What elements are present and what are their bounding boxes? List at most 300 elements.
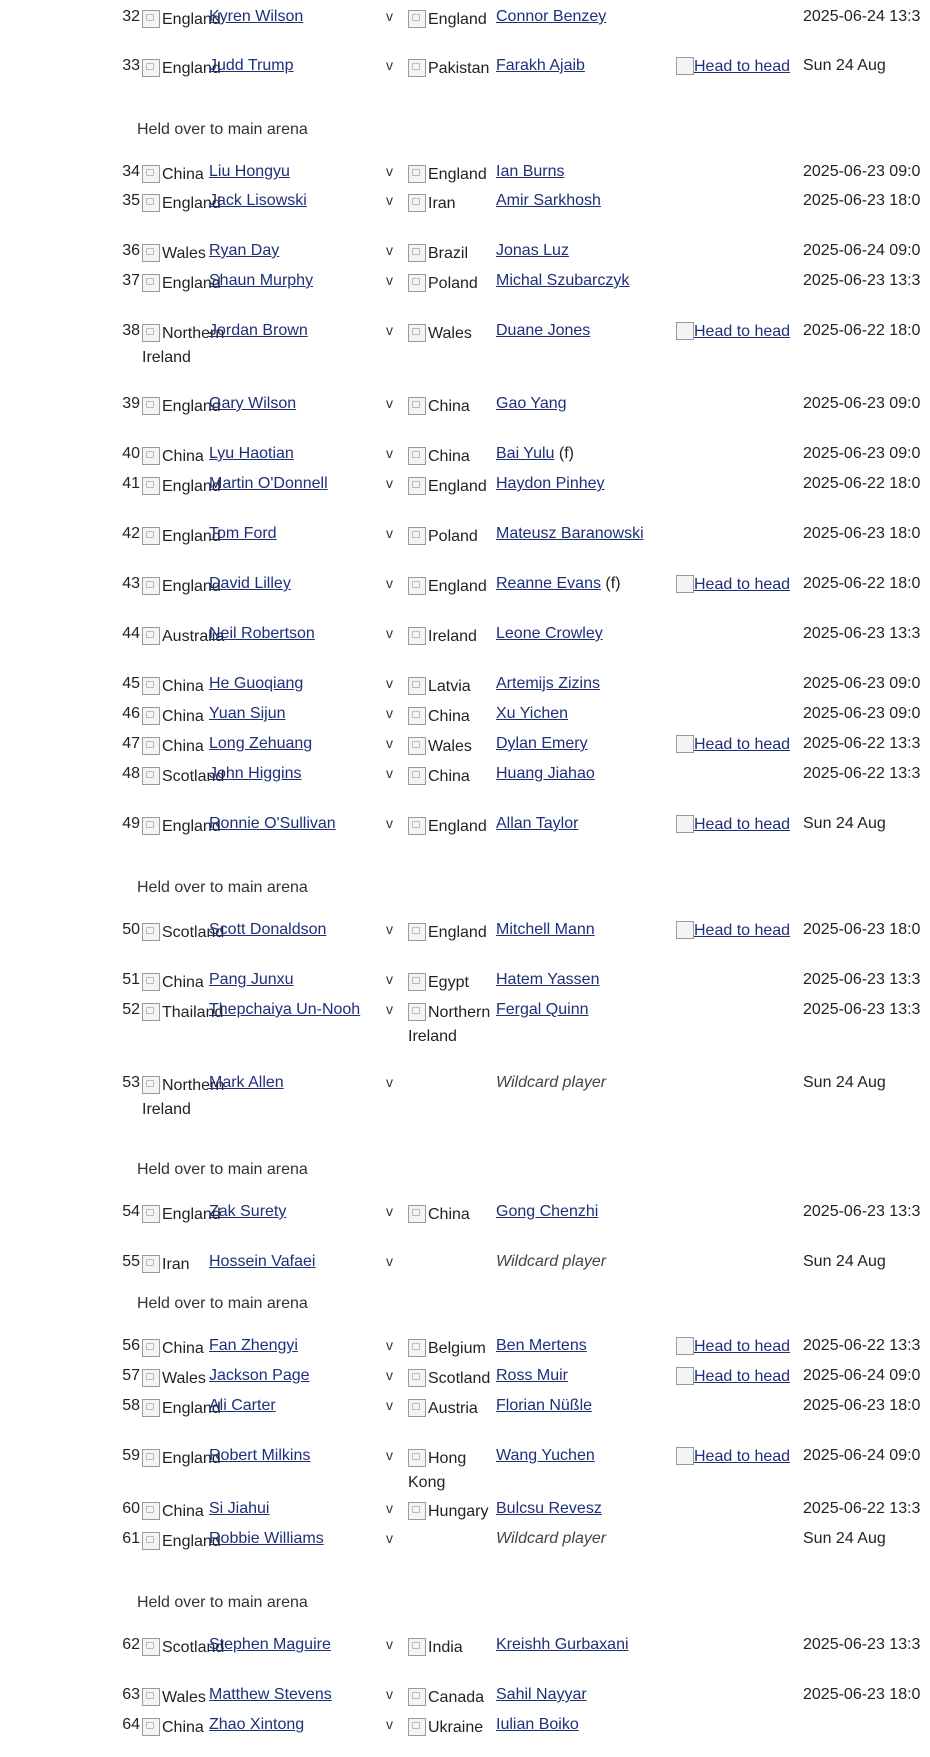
match-number: 39 <box>122 395 140 412</box>
head-to-head-label: Head to head <box>694 576 791 593</box>
match-number: 52 <box>122 1001 140 1018</box>
match-date: 2025-06-23 13:3 <box>803 1636 921 1653</box>
match-date: 2025-06-23 18:0 <box>803 921 921 938</box>
flag-country-label: Northern Ireland <box>142 325 225 366</box>
player2-link[interactable]: Bulcsu Revesz <box>496 1500 602 1517</box>
flag-country-label: England <box>162 818 221 835</box>
player1-link[interactable]: Kyren Wilson <box>209 8 304 25</box>
broken-flag-image-icon <box>408 1369 426 1387</box>
player2-link[interactable]: Bai Yulu <box>496 445 555 462</box>
match-number: 57 <box>122 1367 140 1384</box>
player2-flag <box>408 815 496 839</box>
flag-country-label: England <box>162 578 221 595</box>
versus-label: v <box>386 445 393 461</box>
player2-link[interactable]: Jonas Luz <box>496 242 569 259</box>
match-date: 2025-06-23 09:0 <box>803 395 921 412</box>
flag-country-label: China <box>428 768 470 785</box>
player2-cell <box>496 1001 589 1019</box>
match-number: 54 <box>122 1203 140 1220</box>
player1-link[interactable]: Thepchaiya Un-Nooh <box>209 1001 361 1018</box>
broken-image-icon <box>676 1447 694 1465</box>
broken-flag-image-icon <box>408 1638 426 1656</box>
versus-label: v <box>386 971 393 987</box>
match-date: 2025-06-22 13:3 <box>803 1337 921 1354</box>
versus-label: v <box>386 1636 393 1652</box>
player1-link[interactable]: Long Zehuang <box>209 735 313 752</box>
player2-link[interactable]: Gong Chenzhi <box>496 1203 599 1220</box>
head-to-head-label: Head to head <box>694 1448 791 1465</box>
player2-flag <box>408 1397 496 1421</box>
flag-country-label: Ireland <box>428 628 477 645</box>
versus-label: v <box>386 921 393 937</box>
held-over-note: Held over to main arena <box>137 1295 308 1312</box>
match-date: Sun 24 Aug <box>803 1253 886 1270</box>
match-number: 61 <box>122 1530 140 1547</box>
flag-country-label: Wales <box>162 245 206 262</box>
match-date: 2025-06-23 13:3 <box>803 625 921 642</box>
head-to-head-link[interactable] <box>676 57 790 76</box>
versus-label: v <box>386 1001 393 1017</box>
versus-label: v <box>386 1447 393 1463</box>
player1-link[interactable]: Ali Carter <box>209 1397 276 1414</box>
player2-cell <box>496 57 585 75</box>
versus-label: v <box>386 475 393 491</box>
flag-country-label: England <box>162 478 221 495</box>
match-number: 53 <box>122 1074 140 1091</box>
player1-link[interactable]: David Lilley <box>209 575 291 592</box>
flag-country-label: Iran <box>428 195 456 212</box>
player2-cell <box>496 163 564 181</box>
player2-flag <box>408 735 496 759</box>
broken-flag-image-icon <box>142 1688 160 1706</box>
player2-flag <box>408 575 496 599</box>
versus-label: v <box>386 735 393 751</box>
match-number: 49 <box>122 815 140 832</box>
player2-cell <box>496 765 595 783</box>
versus-label: v <box>386 192 393 208</box>
flag-country-label: England <box>162 60 221 77</box>
flag-country-label: Iran <box>162 1256 190 1273</box>
head-to-head-label: Head to head <box>694 816 791 833</box>
player2-flag <box>408 1716 496 1740</box>
player2-link[interactable]: Leone Crowley <box>496 625 603 642</box>
match-date: Sun 24 Aug <box>803 1074 886 1091</box>
broken-flag-image-icon <box>142 1449 160 1467</box>
match-date: 2025-06-22 13:3 <box>803 1500 921 1517</box>
flag-country-label: China <box>162 738 204 755</box>
match-date: 2025-06-23 09:0 <box>803 445 921 462</box>
player2-link[interactable]: Artemijs Zizins <box>496 675 601 692</box>
versus-label: v <box>386 705 393 721</box>
player1-link[interactable]: Shaun Murphy <box>209 272 314 289</box>
broken-flag-image-icon <box>142 10 160 28</box>
player2-flag <box>408 57 496 81</box>
player2-cell <box>496 675 600 693</box>
player1-link[interactable]: Martin O'Donnell <box>209 475 328 492</box>
player2-link[interactable]: Gao Yang <box>496 395 567 412</box>
flag-country-label: Hungary <box>428 1503 489 1520</box>
match-number: 62 <box>122 1636 140 1653</box>
player1-link[interactable]: Gary Wilson <box>209 395 297 412</box>
flag-country-label: England <box>428 818 487 835</box>
versus-label: v <box>386 1397 393 1413</box>
match-number: 59 <box>122 1447 140 1464</box>
broken-image-icon <box>676 1367 694 1385</box>
broken-flag-image-icon <box>142 1718 160 1736</box>
flag-country-label: Scotland <box>162 924 225 941</box>
broken-flag-image-icon <box>142 244 160 262</box>
flag-country-label: England <box>162 11 221 28</box>
player2-cell <box>496 1500 602 1518</box>
match-number: 36 <box>122 242 140 259</box>
flag-country-label: England <box>162 195 221 212</box>
broken-flag-image-icon <box>142 274 160 292</box>
flag-country-label: England <box>162 275 221 292</box>
player2-flag <box>408 1447 496 1495</box>
player2-link[interactable]: Sahil Nayyar <box>496 1686 587 1703</box>
player2-link[interactable]: Iulian Boiko <box>496 1716 579 1733</box>
broken-image-icon <box>676 815 694 833</box>
player2-flag <box>408 675 496 699</box>
player1-link[interactable]: Yuan Sijun <box>209 705 286 722</box>
broken-flag-image-icon <box>142 165 160 183</box>
flag-country-label: England <box>162 528 221 545</box>
flag-country-label: China <box>428 398 470 415</box>
match-number: 51 <box>122 971 140 988</box>
broken-flag-image-icon <box>142 1003 160 1021</box>
flag-country-label: Wales <box>428 325 472 342</box>
broken-flag-image-icon <box>408 10 426 28</box>
broken-flag-image-icon <box>408 707 426 725</box>
match-number: 60 <box>122 1500 140 1517</box>
player1-link[interactable]: Lyu Haotian <box>209 445 294 462</box>
player1-link[interactable]: Jack Lisowski <box>209 192 307 209</box>
match-number: 40 <box>122 445 140 462</box>
player2-link[interactable]: Duane Jones <box>496 322 591 339</box>
flag-country-label: Latvia <box>428 678 471 695</box>
held-over-note: Held over to main arena <box>137 1594 308 1611</box>
player2-link[interactable]: Ross Muir <box>496 1367 569 1384</box>
player2-cell <box>496 735 588 753</box>
broken-flag-image-icon <box>142 1638 160 1656</box>
broken-flag-image-icon <box>408 817 426 835</box>
head-to-head-link[interactable] <box>676 921 790 940</box>
broken-flag-image-icon <box>408 1399 426 1417</box>
player2-cell <box>496 1686 587 1704</box>
player2-link[interactable]: Amir Sarkhosh <box>496 192 601 209</box>
broken-flag-image-icon <box>142 677 160 695</box>
versus-label: v <box>386 163 393 179</box>
head-to-head-link[interactable] <box>676 322 790 341</box>
player2-link[interactable]: Ben Mertens <box>496 1337 587 1354</box>
head-to-head-label: Head to head <box>694 922 791 939</box>
match-number: 44 <box>122 625 140 642</box>
broken-flag-image-icon <box>408 677 426 695</box>
match-number: 64 <box>122 1716 140 1733</box>
flag-country-label: England <box>428 11 487 28</box>
player2-link[interactable]: Dylan Emery <box>496 735 588 752</box>
wildcard-label: Wildcard player <box>496 1074 607 1091</box>
match-date: 2025-06-23 13:3 <box>803 1001 921 1018</box>
flag-country-label: England <box>428 924 487 941</box>
player2-link[interactable]: Allan Taylor <box>496 815 579 832</box>
player2-flag <box>408 242 496 266</box>
broken-flag-image-icon <box>408 973 426 991</box>
broken-flag-image-icon <box>142 1255 160 1273</box>
match-number: 35 <box>122 192 140 209</box>
wildcard-label: Wildcard player <box>496 1253 607 1270</box>
player1-link[interactable]: Mark Allen <box>209 1074 284 1091</box>
player2-cell <box>496 815 578 833</box>
player1-link[interactable]: Liu Hongyu <box>209 163 290 180</box>
player1-link[interactable]: Fan Zhengyi <box>209 1337 298 1354</box>
player2-flag <box>408 272 496 296</box>
broken-flag-image-icon <box>142 1369 160 1387</box>
flag-country-label: India <box>428 1639 463 1656</box>
versus-label: v <box>386 1367 393 1383</box>
broken-flag-image-icon <box>408 577 426 595</box>
broken-flag-image-icon <box>408 1449 426 1467</box>
player2-cell <box>496 625 603 643</box>
match-number: 43 <box>122 575 140 592</box>
versus-label: v <box>386 8 393 24</box>
broken-flag-image-icon <box>408 527 426 545</box>
player2-cell <box>496 705 568 723</box>
versus-label: v <box>386 675 393 691</box>
match-number: 50 <box>122 921 140 938</box>
head-to-head-link[interactable] <box>676 1337 790 1356</box>
flag-country-label: China <box>162 448 204 465</box>
player1-link[interactable]: Scott Donaldson <box>209 921 327 938</box>
flag-country-label: Egypt <box>428 974 469 991</box>
versus-label: v <box>386 1500 393 1516</box>
broken-flag-image-icon <box>142 737 160 755</box>
player2-flag <box>408 525 496 549</box>
held-over-note: Held over to main arena <box>137 121 308 138</box>
match-number: 63 <box>122 1686 140 1703</box>
player2-link[interactable]: Kreishh Gurbaxani <box>496 1636 629 1653</box>
player2-link[interactable]: Xu Yichen <box>496 705 569 722</box>
match-date: 2025-06-23 09:0 <box>803 675 921 692</box>
player1-link[interactable]: Hossein Vafaei <box>209 1253 316 1270</box>
player1-link[interactable]: Pang Junxu <box>209 971 294 988</box>
flag-country-label: Wales <box>428 738 472 755</box>
player1-link[interactable]: John Higgins <box>209 765 302 782</box>
player1-link[interactable]: Stephen Maguire <box>209 1636 331 1653</box>
broken-flag-image-icon <box>408 1718 426 1736</box>
flag-country-label: China <box>162 1503 204 1520</box>
flag-country-label: England <box>428 478 487 495</box>
versus-label: v <box>386 395 393 411</box>
player1-link[interactable]: Jackson Page <box>209 1367 310 1384</box>
flag-country-label: China <box>162 708 204 725</box>
player2-cell <box>496 272 629 290</box>
match-date: 2025-06-24 09:0 <box>803 1367 921 1384</box>
match-date: 2025-06-23 18:0 <box>803 1686 921 1703</box>
player2-link[interactable]: Mitchell Mann <box>496 921 595 938</box>
broken-flag-image-icon <box>142 59 160 77</box>
broken-flag-image-icon <box>408 194 426 212</box>
broken-flag-image-icon <box>408 447 426 465</box>
versus-label: v <box>386 1203 393 1219</box>
match-number: 42 <box>122 525 140 542</box>
player2-flag <box>408 163 496 187</box>
player2-link[interactable]: Florian Nüßle <box>496 1397 593 1414</box>
match-date: 2025-06-22 18:0 <box>803 322 921 339</box>
match-number: 45 <box>122 675 140 692</box>
broken-flag-image-icon <box>142 707 160 725</box>
player2-cell <box>496 1447 595 1465</box>
flag-country-label: England <box>428 578 487 595</box>
flag-country-label: Scotland <box>162 1639 225 1656</box>
match-date: 2025-06-23 18:0 <box>803 192 921 209</box>
player2-cell <box>496 8 606 26</box>
player2-flag <box>408 705 496 729</box>
player2-link[interactable]: Huang Jiahao <box>496 765 595 782</box>
player2-flag <box>408 1686 496 1710</box>
broken-flag-image-icon <box>142 324 160 342</box>
player1-link[interactable]: Robert Milkins <box>209 1447 311 1464</box>
player2-flag <box>408 445 496 469</box>
broken-flag-image-icon <box>142 577 160 595</box>
player2-flag <box>408 1001 496 1049</box>
versus-label: v <box>386 625 393 641</box>
player2-cell <box>496 445 574 463</box>
player2-suffix: (f) <box>600 575 621 592</box>
player2-link[interactable]: Farakh Ajaib <box>496 57 585 74</box>
player2-flag <box>408 1500 496 1524</box>
flag-country-label: Pakistan <box>428 60 490 77</box>
broken-flag-image-icon <box>142 923 160 941</box>
head-to-head-link[interactable] <box>676 735 790 754</box>
versus-label: v <box>386 272 393 288</box>
player2-flag <box>408 1337 496 1361</box>
flag-country-label: China <box>428 708 470 725</box>
versus-label: v <box>386 765 393 781</box>
flag-country-label: Scotland <box>162 768 225 785</box>
broken-flag-image-icon <box>408 1502 426 1520</box>
match-date: 2025-06-22 18:0 <box>803 575 921 592</box>
match-number: 38 <box>122 322 140 339</box>
player2-link[interactable]: Haydon Pinhey <box>496 475 605 492</box>
match-date: 2025-06-22 13:3 <box>803 765 921 782</box>
broken-flag-image-icon <box>142 1205 160 1223</box>
broken-flag-image-icon <box>142 1532 160 1550</box>
player2-flag <box>408 1203 496 1227</box>
flag-country-label: China <box>162 1340 204 1357</box>
player1-link[interactable]: Robbie Williams <box>209 1530 324 1547</box>
player2-link[interactable]: Ian Burns <box>496 163 565 180</box>
flag-country-label: China <box>162 678 204 695</box>
player2-link[interactable]: Reanne Evans <box>496 575 601 592</box>
flag-country-label: Ukraine <box>428 1719 484 1736</box>
player2-flag <box>408 765 496 789</box>
flag-country-label: Wales <box>162 1370 206 1387</box>
player1-link[interactable]: Jordan Brown <box>209 322 308 339</box>
player2-flag <box>408 971 496 995</box>
flag-country-label: Poland <box>428 528 478 545</box>
match-date: 2025-06-23 18:0 <box>803 525 921 542</box>
broken-flag-image-icon <box>408 244 426 262</box>
flag-country-label: Wales <box>162 1689 206 1706</box>
match-number: 56 <box>122 1337 140 1354</box>
flag-country-label: Brazil <box>428 245 469 262</box>
match-number: 33 <box>122 57 140 74</box>
broken-flag-image-icon <box>408 165 426 183</box>
player2-cell <box>496 1367 568 1385</box>
player2-cell <box>496 1636 629 1654</box>
player2-cell <box>496 242 569 260</box>
flag-country-label: Thailand <box>162 1004 224 1021</box>
player1-link[interactable]: Neil Robertson <box>209 625 315 642</box>
player2-link[interactable]: Hatem Yassen <box>496 971 600 988</box>
broken-flag-image-icon <box>408 1339 426 1357</box>
head-to-head-label: Head to head <box>694 736 791 753</box>
player2-link[interactable]: Mateusz Baranowski <box>496 525 644 542</box>
player1-link[interactable]: Zak Surety <box>209 1203 287 1220</box>
versus-label: v <box>386 57 393 73</box>
player1-link[interactable]: Si Jiahui <box>209 1500 270 1517</box>
head-to-head-link[interactable] <box>676 815 790 834</box>
player2-flag <box>408 192 496 216</box>
player2-link[interactable]: Michal Szubarczyk <box>496 272 630 289</box>
player2-link[interactable]: Wang Yuchen <box>496 1447 595 1464</box>
head-to-head-link[interactable] <box>676 1447 790 1466</box>
player1-link[interactable]: Ryan Day <box>209 242 280 259</box>
versus-label: v <box>386 1530 393 1546</box>
player1-link[interactable]: Zhao Xintong <box>209 1716 305 1733</box>
broken-flag-image-icon <box>142 397 160 415</box>
match-date: Sun 24 Aug <box>803 1530 886 1547</box>
broken-flag-image-icon <box>408 59 426 77</box>
broken-image-icon <box>676 57 694 75</box>
player2-flag <box>408 475 496 499</box>
broken-flag-image-icon <box>408 737 426 755</box>
head-to-head-link[interactable] <box>676 1367 790 1386</box>
versus-label: v <box>386 1337 393 1353</box>
flag-country-label: Hong Kong <box>408 1450 467 1491</box>
match-number: 32 <box>122 8 140 25</box>
player1-link[interactable]: He Guoqiang <box>209 675 304 692</box>
flag-country-label: England <box>162 1400 221 1417</box>
match-number: 47 <box>122 735 140 752</box>
wildcard-label: Wildcard player <box>496 1530 607 1547</box>
match-date: Sun 24 Aug <box>803 815 886 832</box>
player2-cell <box>496 475 605 493</box>
flag-country-label: Scotland <box>428 1370 491 1387</box>
player2-link[interactable]: Connor Benzey <box>496 8 607 25</box>
player1-link[interactable]: Ronnie O'Sullivan <box>209 815 336 832</box>
broken-image-icon <box>676 575 694 593</box>
broken-flag-image-icon <box>142 194 160 212</box>
held-over-note: Held over to main arena <box>137 879 308 896</box>
broken-flag-image-icon <box>142 767 160 785</box>
flag-country-label: China <box>162 974 204 991</box>
broken-flag-image-icon <box>142 817 160 835</box>
player1-link[interactable]: Judd Trump <box>209 57 294 74</box>
broken-flag-image-icon <box>408 923 426 941</box>
player1-link[interactable]: Tom Ford <box>209 525 277 542</box>
head-to-head-link[interactable] <box>676 575 790 594</box>
broken-flag-image-icon <box>408 324 426 342</box>
player2-flag <box>408 1367 496 1391</box>
head-to-head-label: Head to head <box>694 1368 791 1385</box>
player2-link[interactable]: Fergal Quinn <box>496 1001 589 1018</box>
head-to-head-label: Head to head <box>694 1338 791 1355</box>
broken-flag-image-icon <box>142 1076 160 1094</box>
versus-label: v <box>386 242 393 258</box>
player1-link[interactable]: Matthew Stevens <box>209 1686 332 1703</box>
